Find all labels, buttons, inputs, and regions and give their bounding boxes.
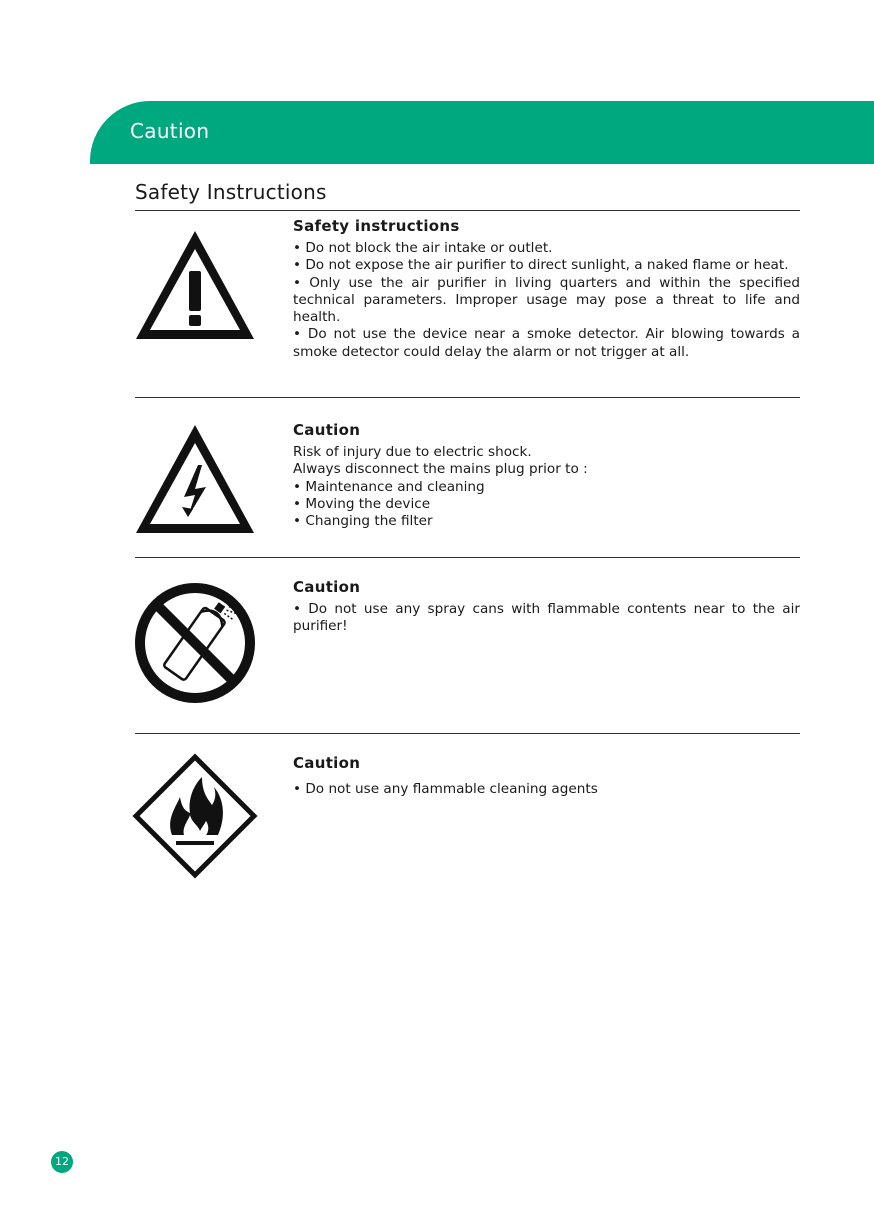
warning-icon xyxy=(132,222,258,348)
flammable-icon xyxy=(132,753,258,879)
item-title: Caution xyxy=(293,754,361,772)
item-body xyxy=(293,781,800,798)
section-heading: Safety Instructions xyxy=(135,180,327,204)
text-line: Risk of injury due to electric shock. xyxy=(293,444,532,460)
caution-banner xyxy=(90,101,874,164)
bullet: • Do not use the device near a smoke detector. Air blowing towards a smoke detector could delay the alarm or not trigger at all. xyxy=(293,326,800,360)
bullet: • Do not expose the air purifier to direct sunlight, a naked flame or heat. xyxy=(293,257,789,274)
bullet: • Changing the filter xyxy=(293,513,433,530)
banner-title: Caution xyxy=(130,119,210,143)
divider xyxy=(135,210,800,211)
divider xyxy=(135,557,800,558)
item-title: Safety instructions xyxy=(293,217,460,235)
bullet: • Only use the air purifier in living quarters and within the specified technical parameters. Improper usage may pose a threat to life and health. xyxy=(293,274,800,326)
item-title: Caution xyxy=(293,578,361,596)
no-spray-can-icon xyxy=(132,580,258,706)
item-body xyxy=(293,601,800,636)
page-number: 12 xyxy=(51,1151,73,1173)
text-line: Always disconnect the mains plug prior to : xyxy=(293,461,588,478)
divider xyxy=(135,733,800,734)
bullet: • Maintenance and cleaning xyxy=(293,478,485,495)
bullet: • Do not use any flammable cleaning agents xyxy=(293,781,598,797)
electric-shock-icon xyxy=(132,416,258,542)
bullet: • Do not use any spray cans with flammable contents near to the air purifier! xyxy=(293,601,800,635)
item-body xyxy=(293,444,800,530)
item-body xyxy=(293,240,800,361)
bullet: • Do not block the air intake or outlet. xyxy=(293,240,553,256)
bullet: • Moving the device xyxy=(293,495,431,512)
item-title: Caution xyxy=(293,421,361,439)
divider xyxy=(135,397,800,398)
